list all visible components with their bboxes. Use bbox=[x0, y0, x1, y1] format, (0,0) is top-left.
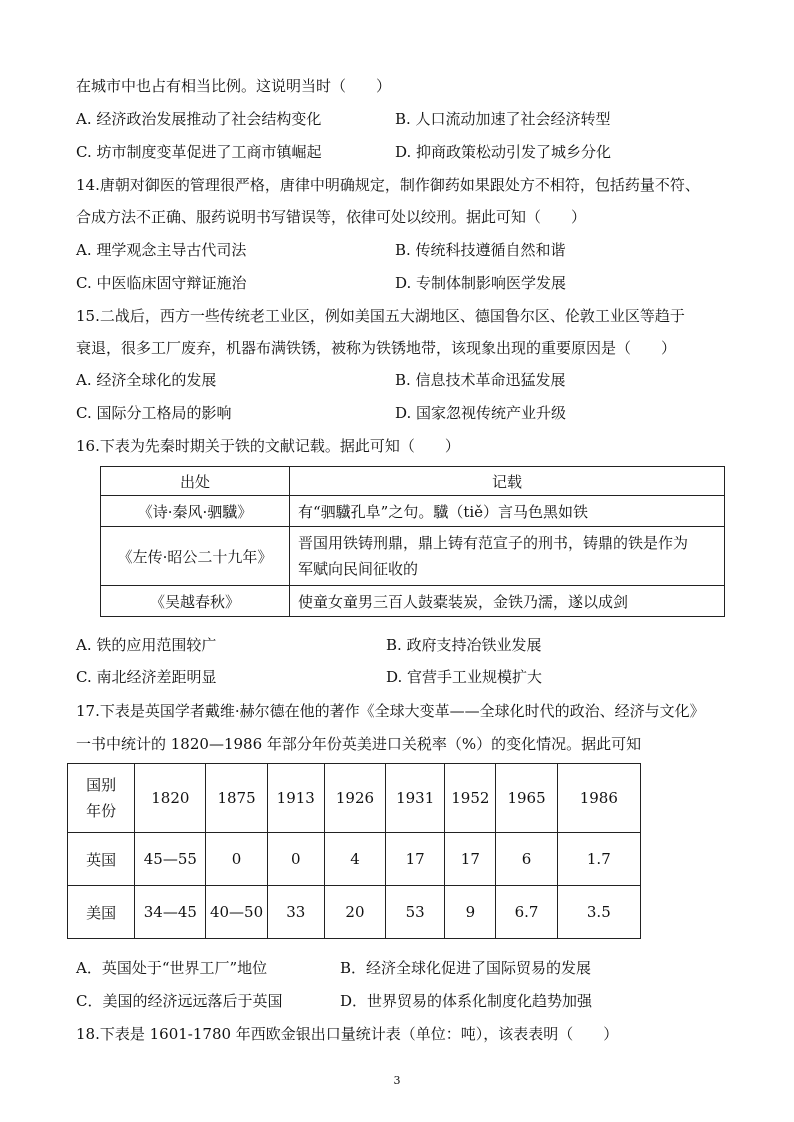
q17-year-header: 1952 bbox=[445, 764, 496, 833]
q17-year-header: 1820 bbox=[135, 764, 206, 833]
q14-option-c[interactable]: C. 中医临床固守辩证施治 bbox=[76, 274, 247, 292]
q18-stem: 18.下表是 1601-1780 年西欧金银出口量统计表（单位：吨），该表表明（ ） bbox=[76, 1025, 619, 1043]
q13-option-a[interactable]: A. 经济政治发展推动了社会结构变化 bbox=[76, 110, 322, 128]
q17-year-header: 1965 bbox=[496, 764, 557, 833]
q16-record-line: 晋国用铁铸刑鼎，鼎上铸有范宣子的刑书，铸鼎的铁是作为 bbox=[298, 534, 689, 552]
q17-option-d[interactable]: D．世界贸易的体系化制度化趋势加强 bbox=[340, 992, 593, 1010]
q17-option-b[interactable]: B．经济全球化促进了国际贸易的发展 bbox=[340, 959, 592, 977]
q16-record-line: 军赋向民间征收的 bbox=[298, 560, 419, 578]
q14-option-b[interactable]: B. 传统科技遵循自然和谐 bbox=[395, 241, 566, 259]
q17-year-header: 1931 bbox=[386, 764, 445, 833]
q17-tariff-table bbox=[67, 763, 641, 939]
q17-corner-cell bbox=[68, 764, 135, 833]
q16-record-cell bbox=[290, 527, 725, 586]
q17-year-header: 1926 bbox=[324, 764, 385, 833]
q15-stem-line2: 衰退，很多工厂废弃，机器布满铁锈，被称为铁锈地带，该现象出现的重要原因是（ ） bbox=[76, 339, 677, 357]
q17-value-cell: 0 bbox=[206, 833, 267, 886]
q16-record-cell: 有“驷驖孔阜”之句。驖（tiě）言马色黑如铁 bbox=[290, 496, 725, 527]
q13-option-d[interactable]: D. 抑商政策松动引发了城乡分化 bbox=[395, 143, 612, 161]
q15-option-b[interactable]: B. 信息技术革命迅猛发展 bbox=[395, 371, 566, 389]
q17-value-cell: 34—45 bbox=[135, 886, 206, 939]
q17-option-c[interactable]: C．美国的经济远远落后于英国 bbox=[76, 992, 283, 1010]
q15-option-d[interactable]: D. 国家忽视传统产业升级 bbox=[395, 404, 567, 422]
q17-value-cell: 1.7 bbox=[557, 833, 640, 886]
q13-stem-tail: 在城市中也占有相当比例。这说明当时（ ） bbox=[76, 77, 392, 95]
q16-option-a[interactable]: A. 铁的应用范围较广 bbox=[76, 636, 217, 654]
q17-country-cell: 英国 bbox=[68, 833, 135, 886]
q16-stem: 16.下表为先秦时期关于铁的文献记载。据此可知（ ） bbox=[76, 437, 460, 455]
q17-value-cell: 17 bbox=[445, 833, 496, 886]
q14-stem-line2: 合成方法不正确、服药说明书写错误等，依律可处以绞刑。据此可知（ ） bbox=[76, 208, 587, 226]
q16-header-source: 出处 bbox=[101, 467, 290, 496]
q16-source-cell: 《左传·昭公二十九年》 bbox=[101, 527, 290, 586]
q17-value-cell: 9 bbox=[445, 886, 496, 939]
q16-option-c[interactable]: C. 南北经济差距明显 bbox=[76, 668, 217, 686]
q13-option-c[interactable]: C. 坊市制度变革促进了工商市镇崛起 bbox=[76, 143, 322, 161]
q17-value-cell: 33 bbox=[267, 886, 324, 939]
q17-value-cell: 6 bbox=[496, 833, 557, 886]
q17-value-cell: 53 bbox=[386, 886, 445, 939]
q17-value-cell: 17 bbox=[386, 833, 445, 886]
q16-source-cell: 《吴越春秋》 bbox=[101, 586, 290, 617]
q17-year-header: 1986 bbox=[557, 764, 640, 833]
q17-option-a[interactable]: A．英国处于“世界工厂”地位 bbox=[76, 959, 268, 977]
q16-option-d[interactable]: D. 官营手工业规模扩大 bbox=[386, 668, 543, 686]
q17-value-cell: 0 bbox=[267, 833, 324, 886]
q16-source-cell: 《诗·秦风·驷驖》 bbox=[101, 496, 290, 527]
q17-year-header: 1875 bbox=[206, 764, 267, 833]
table-row bbox=[68, 886, 641, 939]
q16-header-record: 记载 bbox=[290, 467, 725, 496]
table-row bbox=[101, 586, 725, 617]
q15-option-a[interactable]: A. 经济全球化的发展 bbox=[76, 371, 217, 389]
q17-value-cell: 6.7 bbox=[496, 886, 557, 939]
q16-record-cell: 使童女童男三百人鼓橐装炭，金铁乃濡，遂以成剑 bbox=[290, 586, 725, 617]
q17-corner-country: 国别 bbox=[86, 776, 117, 794]
q15-stem-line1: 15.二战后，西方一些传统老工业区，例如美国五大湖地区、德国鲁尔区、伦敦工业区等趋于 bbox=[76, 307, 685, 325]
q17-country-cell: 美国 bbox=[68, 886, 135, 939]
q17-year-header: 1913 bbox=[267, 764, 324, 833]
table-row bbox=[101, 496, 725, 527]
q16-iron-records-table bbox=[100, 466, 725, 617]
q17-value-cell: 45—55 bbox=[135, 833, 206, 886]
q17-value-cell: 4 bbox=[324, 833, 385, 886]
page-number: 3 bbox=[393, 1074, 401, 1087]
q17-stem-line2: 一书中统计的 1820—1986 年部分年份英美进口关税率（%）的变化情况。据此可知 bbox=[76, 735, 642, 753]
q17-value-cell: 20 bbox=[324, 886, 385, 939]
q17-corner-year: 年份 bbox=[86, 802, 117, 820]
q15-option-c[interactable]: C. 国际分工格局的影响 bbox=[76, 404, 232, 422]
q16-option-b[interactable]: B. 政府支持冶铁业发展 bbox=[386, 636, 542, 654]
q17-value-cell: 3.5 bbox=[557, 886, 640, 939]
q13-option-b[interactable]: B. 人口流动加速了社会经济转型 bbox=[395, 110, 611, 128]
table-row bbox=[68, 833, 641, 886]
q14-option-a[interactable]: A. 理学观念主导古代司法 bbox=[76, 241, 247, 259]
q14-stem-line1: 14.唐朝对御医的管理很严格，唐律中明确规定，制作御药如果跟处方不相符，包括药量不符、 bbox=[76, 176, 700, 194]
q17-stem-line1: 17.下表是英国学者戴维·赫尔德在他的著作《全球大变革——全球化时代的政治、经济与文化》 bbox=[76, 702, 705, 720]
q17-value-cell: 40—50 bbox=[206, 886, 267, 939]
q14-option-d[interactable]: D. 专制体制影响医学发展 bbox=[395, 274, 567, 292]
table-row bbox=[101, 527, 725, 586]
